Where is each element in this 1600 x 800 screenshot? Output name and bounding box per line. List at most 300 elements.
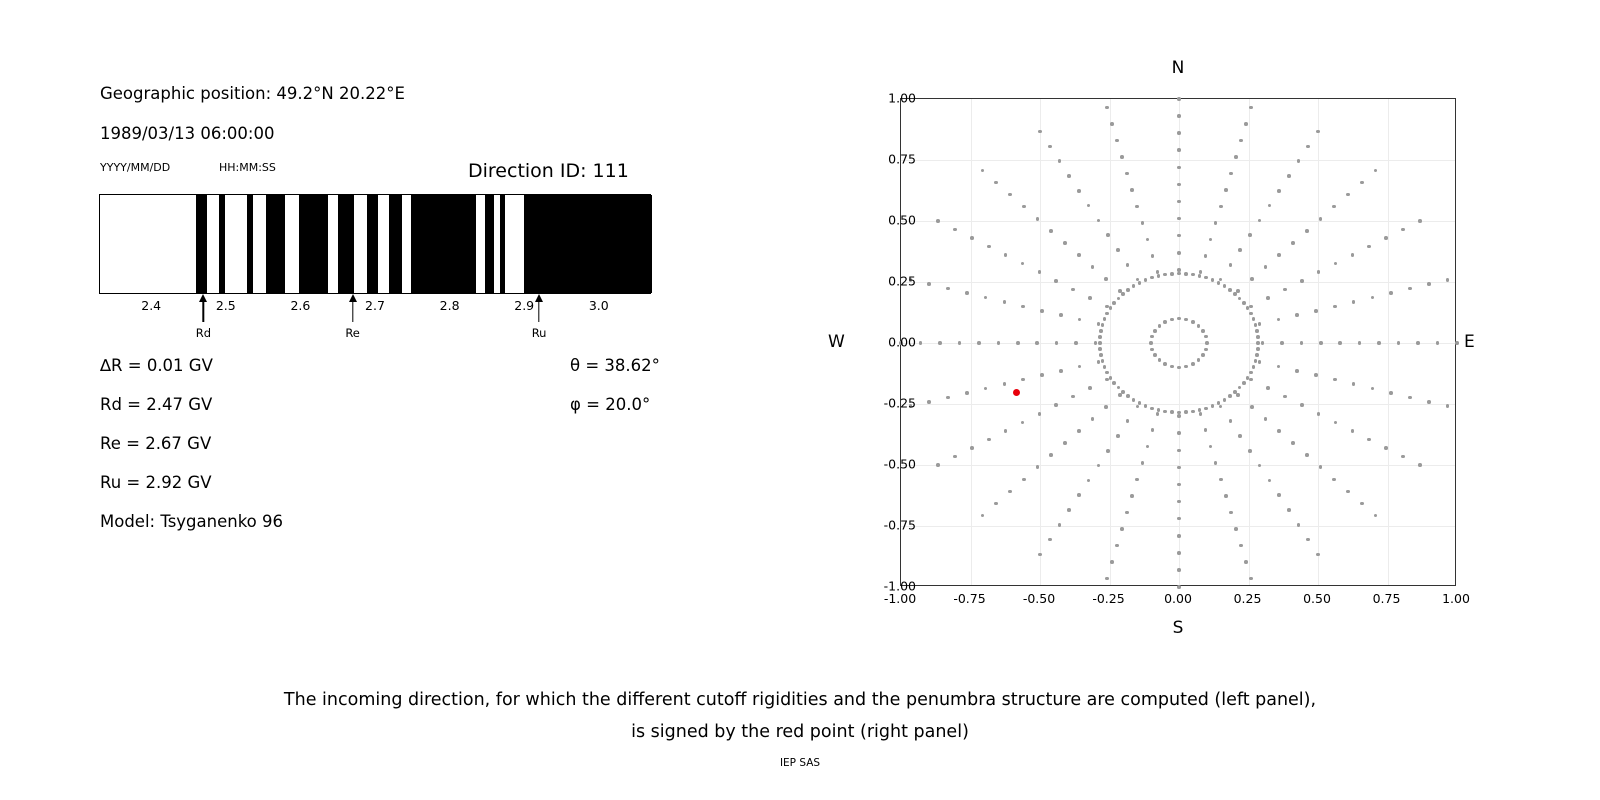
direction-point [1177,483,1181,487]
direction-point [1191,362,1195,366]
sky-map-plot-area [900,98,1456,586]
theta-value: θ = 38.62° [570,356,660,375]
direction-point [1049,229,1053,233]
direction-point [1099,353,1103,357]
direction-point [1229,172,1233,176]
direction-point [1105,312,1109,316]
y-axis-tick-label: 0.75 [888,151,916,167]
direction-point [1233,390,1237,394]
direction-point [1097,322,1101,326]
direction-point [1264,417,1268,421]
direction-point [1126,263,1130,267]
direction-point [1158,358,1162,362]
direction-point [1156,412,1160,416]
rigidity-arrow-icon [348,292,358,324]
direction-point [1316,553,1320,557]
direction-point [1254,323,1258,327]
penumbra-band [485,195,494,293]
geographic-position-label: Geographic position: 49.2°N 20.22°E [100,84,405,103]
direction-point [1224,188,1228,192]
direction-point [1277,318,1281,322]
direction-point [1295,369,1299,373]
direction-point [1427,282,1431,286]
x-axis-tick-label: 0.25 [1233,591,1262,606]
direction-point [1252,317,1256,321]
direction-point [1317,270,1321,274]
direction-point [1105,106,1109,110]
direction-point [1177,317,1181,321]
direction-point [1333,378,1337,382]
compass-east-label: E [1464,332,1475,352]
direction-point [1287,508,1291,512]
direction-point [1397,341,1401,345]
direction-point [1209,238,1213,242]
y-axis-tick-label: -0.50 [883,456,916,472]
direction-point [1338,341,1342,345]
direction-point [1223,284,1227,288]
figure-caption [0,684,1600,749]
direction-point [1097,464,1101,468]
direction-point [1115,544,1119,548]
caption-line-2: is signed by the red point (right panel) [631,722,969,743]
direction-point [1228,394,1232,398]
direction-point [1059,369,1063,373]
direction-point [1389,291,1393,295]
direction-point [1125,511,1129,515]
direction-point [1067,508,1071,512]
gridline [1179,99,1180,585]
y-axis-tick-label: 0.00 [888,334,916,350]
direction-point [1035,341,1039,345]
date-format-label: YYYY/MM/DD [100,161,171,174]
direction-point [1250,277,1254,281]
direction-point [1224,494,1228,498]
direction-point [1268,204,1272,208]
direction-point [1219,405,1223,409]
direction-point [1204,348,1208,352]
direction-point [1059,313,1063,317]
direction-point [946,287,950,291]
direction-point [1184,318,1188,322]
direction-point [981,169,985,173]
rigidity-arrow-label: Rd [195,326,212,340]
penumbra-band [299,195,328,293]
direction-point [1249,312,1253,316]
direction-point [1078,365,1082,369]
direction-point [1204,254,1208,258]
sky-map-chart [820,40,1560,660]
direction-point [1036,465,1040,469]
direction-point [1151,428,1155,432]
direction-point [1163,273,1167,277]
direction-point [1371,296,1375,300]
direction-point [1177,217,1181,221]
direction-point [1204,276,1208,280]
direction-point [919,341,923,345]
direction-point [1205,341,1209,345]
direction-point [1234,527,1238,531]
direction-point [1280,341,1284,345]
direction-point [1054,279,1058,283]
direction-point [1177,114,1181,118]
direction-point [1126,288,1130,292]
direction-point [1346,490,1350,494]
direction-point [1157,408,1161,412]
direction-point [1360,181,1364,185]
direction-point [1077,253,1081,257]
direction-point [1229,511,1233,515]
direction-point [1201,329,1205,333]
direction-point [970,446,974,450]
penumbra-band [247,195,254,293]
direction-point [1016,341,1020,345]
direction-point [1352,382,1356,386]
x-axis-tick-label: -0.50 [1022,591,1056,606]
direction-point [1125,172,1129,176]
direction-point [1144,404,1148,408]
direction-point [1177,500,1181,504]
direction-point [1038,412,1042,416]
direction-point [1048,145,1052,149]
direction-point [1040,373,1044,377]
direction-point [927,282,931,286]
direction-point [1063,241,1067,245]
direction-point [936,463,940,467]
direction-point [1249,106,1253,110]
x-axis-tick-label: 0.75 [1372,591,1401,606]
direction-point [1197,324,1201,328]
ru-value: Ru = 2.92 GV [100,473,212,492]
direction-point [1048,538,1052,542]
direction-point [1277,429,1281,433]
direction-point [1153,353,1157,357]
direction-point [1248,449,1252,453]
direction-point [1184,365,1188,369]
direction-point [1177,534,1181,538]
re-value: Re = 2.67 GV [100,434,212,453]
direction-point [1249,378,1253,382]
direction-point [958,341,962,345]
rigidity-arrow-label: Re [345,326,360,340]
direction-point [1132,398,1136,402]
direction-point [1121,292,1125,296]
direction-point [1352,300,1356,304]
direction-point [1170,272,1174,276]
direction-point [1008,490,1012,494]
direction-point [1255,329,1259,333]
direction-point [1416,341,1420,345]
gridline [901,404,1455,405]
direction-point [981,514,985,518]
direction-point [1300,341,1304,345]
penumbra-band [389,195,402,293]
penumbra-band [500,195,505,293]
direction-point [1261,341,1265,345]
y-axis-tick-label: -1.00 [883,578,916,594]
direction-point [1319,465,1323,469]
direction-point [1141,461,1145,465]
datetime-label: 1989/03/13 06:00:00 [100,124,275,143]
direction-point [965,391,969,395]
direction-point [1238,386,1242,390]
direction-point [1268,479,1272,483]
penumbra-band [411,195,475,293]
direction-point [1249,305,1253,309]
direction-point [1101,323,1105,327]
direction-point [1104,277,1108,281]
penumbra-plot-area [99,194,651,294]
direction-point [1040,309,1044,313]
delta-r-value: ∆R = 0.01 GV [100,356,213,375]
direction-point [1204,428,1208,432]
direction-point [997,341,1001,345]
direction-point [1091,265,1095,269]
direction-point [1256,341,1260,345]
direction-point [977,341,981,345]
gridline [901,282,1455,283]
penumbra-tick-label: 2.7 [365,298,385,313]
direction-point [1003,382,1007,386]
direction-point [1351,429,1355,433]
direction-point [1287,174,1291,178]
direction-point [1219,478,1223,482]
direction-point [1184,410,1188,414]
direction-point [1177,585,1181,589]
direction-point [1116,434,1120,438]
direction-point [1427,400,1431,404]
direction-point [1306,145,1310,149]
direction-point [1333,305,1337,309]
direction-point [1135,478,1139,482]
gridline [901,526,1455,527]
direction-point [1401,455,1405,459]
gridline [1110,99,1111,585]
direction-point [1105,371,1109,375]
direction-point [1177,148,1181,152]
direction-point [1177,366,1181,370]
direction-point [1266,296,1270,300]
rigidity-arrow-icon [198,292,208,324]
direction-point [1332,478,1336,482]
y-axis-tick-label: -0.25 [883,395,916,411]
direction-point [1177,131,1181,135]
direction-point [1401,228,1405,232]
x-axis-tick-label: -0.25 [1092,591,1125,606]
direction-point [1094,341,1098,345]
direction-point [1038,270,1042,274]
direction-point [1130,494,1134,498]
direction-point [1067,174,1071,178]
direction-point [1049,453,1053,457]
direction-point [1436,341,1440,345]
rd-value: Rd = 2.47 GV [100,395,213,414]
direction-point [1105,577,1109,581]
direction-point [1177,251,1181,255]
credit-label: IEP SAS [779,757,821,769]
direction-point [1317,412,1321,416]
direction-point [1149,341,1153,345]
direction-point [1177,551,1181,555]
direction-point [1087,479,1091,483]
penumbra-chart [99,194,651,340]
direction-point [1234,155,1238,159]
direction-point [1233,292,1237,296]
phi-value: φ = 20.0° [570,395,651,414]
direction-point [1158,324,1162,328]
direction-point [1418,463,1422,467]
direction-point [1305,229,1309,233]
direction-point [1455,341,1459,345]
gridline [1388,99,1389,585]
direction-point [1374,514,1378,518]
direction-point [1150,348,1154,352]
direction-point [1229,263,1233,267]
direction-point [1248,233,1252,237]
direction-point [1177,517,1181,521]
direction-point [1170,318,1174,322]
direction-point [1360,502,1364,506]
direction-point [1071,395,1075,399]
direction-point [1242,301,1246,305]
direction-point [1291,441,1295,445]
direction-point [1319,341,1323,345]
x-axis-tick-label: 0.00 [1164,591,1192,606]
direction-point [1358,341,1362,345]
y-axis-tick-label: 0.50 [888,212,916,228]
direction-point [1252,365,1256,369]
direction-point [1316,130,1320,134]
direction-point [1150,276,1154,280]
direction-point [1170,365,1174,369]
time-format-label: HH:MM:SS [219,161,276,174]
direction-point [987,245,991,249]
direction-point [1229,419,1233,423]
direction-point [1446,278,1450,282]
direction-point [1334,262,1338,266]
penumbra-tick-label: 2.4 [141,298,162,313]
direction-point [1305,453,1309,457]
direction-point [1191,273,1195,277]
direction-point [1314,373,1318,377]
direction-point [1266,386,1270,390]
y-axis-tick-label: -0.75 [883,517,916,533]
gridline [1249,99,1250,585]
direction-point [1214,221,1218,225]
direction-point [1087,204,1091,208]
penumbra-band [338,195,354,293]
direction-point [1109,306,1113,310]
direction-point [1191,410,1195,414]
direction-point [1138,281,1142,285]
direction-point [1112,301,1116,305]
direction-point [1249,577,1253,581]
direction-point [1332,205,1336,209]
direction-point [1367,245,1371,249]
direction-point [1163,362,1167,366]
direction-point [1177,414,1181,418]
direction-point [1003,300,1007,304]
direction-point [1408,287,1412,291]
direction-point [1106,449,1110,453]
direction-point [1264,265,1268,269]
gridline [1040,99,1041,585]
direction-point [1117,386,1121,390]
direction-point [1177,411,1181,415]
direction-point [1246,376,1250,380]
direction-point [1144,278,1148,282]
direction-point [936,219,940,223]
direction-point [1367,438,1371,442]
direction-point [1238,297,1242,301]
direction-point [1418,219,1422,223]
direction-point [1117,297,1121,301]
direction-point [1130,188,1134,192]
direction-point [1112,381,1116,385]
direction-point [1120,155,1124,159]
direction-point [1104,405,1108,409]
direction-point [1088,296,1092,300]
direction-point [970,236,974,240]
gridline [971,99,972,585]
direction-point [1078,318,1082,322]
direction-point [1258,322,1262,326]
direction-point [1211,404,1215,408]
direction-point [1021,378,1025,382]
direction-point [1277,365,1281,369]
direction-point [1103,317,1107,321]
direction-point [1151,254,1155,258]
direction-point [1283,395,1287,399]
direction-point [953,455,957,459]
direction-point [1228,288,1232,292]
direction-point [1103,365,1107,369]
direction-point [1277,253,1281,257]
direction-point [1256,335,1260,339]
direction-point [1371,387,1375,391]
direction-point [1150,407,1154,411]
direction-point [1163,410,1167,414]
direction-point [1377,341,1381,345]
direction-point [984,296,988,300]
direction-point [1098,347,1102,351]
direction-point [1120,527,1124,531]
direction-point [1004,429,1008,433]
direction-point [927,400,931,404]
direction-point [1146,238,1150,242]
direction-point [1177,568,1181,572]
direction-point [1204,407,1208,411]
direction-point [1242,381,1246,385]
direction-point [1374,169,1378,173]
gridline [901,160,1455,161]
direction-point [1408,396,1412,400]
compass-west-label: W [828,332,845,352]
direction-point [994,181,998,185]
penumbra-tick-label: 3.0 [588,298,609,313]
penumbra-tick-label: 2.8 [439,298,460,313]
direction-point [1201,353,1205,357]
penumbra-band [196,195,207,293]
direction-point [1297,159,1301,163]
direction-point [1238,248,1242,252]
direction-point [1098,341,1102,345]
direction-point [987,438,991,442]
direction-point [1351,253,1355,257]
gridline [901,221,1455,222]
direction-point [1306,538,1310,542]
direction-point [953,228,957,232]
x-axis-tick-label: 1.00 [1442,591,1470,606]
